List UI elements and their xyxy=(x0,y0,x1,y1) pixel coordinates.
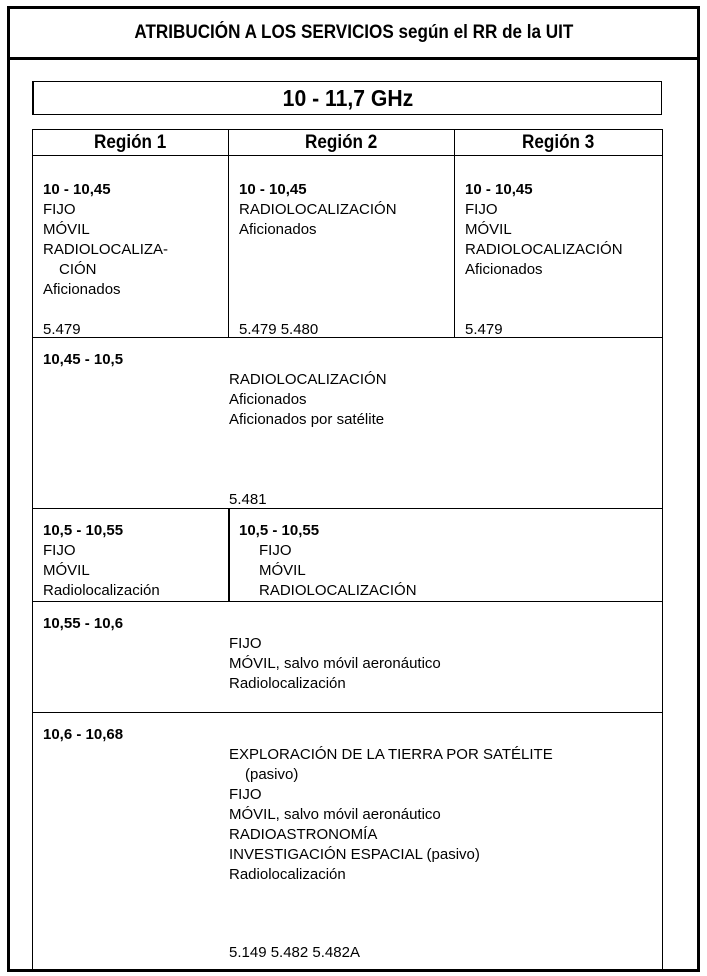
service-line: Aficionados xyxy=(465,261,543,278)
band-label: 10 - 10,45 xyxy=(239,181,307,198)
service-line: Aficionados xyxy=(43,281,121,298)
service-line: CIÓN xyxy=(59,261,97,278)
service-line: FIJO xyxy=(43,201,76,218)
cell-r1-region2 xyxy=(228,155,455,338)
service-line: MÓVIL xyxy=(259,562,306,579)
footnotes: 5.149 5.482 5.482A xyxy=(229,944,360,961)
service-line: Aficionados xyxy=(229,391,307,408)
cell-r4-all-regions xyxy=(32,601,663,713)
service-line: MÓVIL, salvo móvil aeronáutico xyxy=(229,655,441,672)
service-line: Aficionados xyxy=(239,221,317,238)
service-line: MÓVIL, salvo móvil aeronáutico xyxy=(229,806,441,823)
cell-r1-region1 xyxy=(32,155,229,338)
service-line: RADIOLOCALIZACIÓN xyxy=(259,582,417,599)
service-line: FIJO xyxy=(465,201,498,218)
service-line: RADIOLOCALIZACIÓN xyxy=(229,371,387,388)
service-line: RADIOLOCALIZACIÓN xyxy=(239,201,397,218)
service-line: MÓVIL xyxy=(465,221,512,238)
service-line: MÓVIL xyxy=(43,221,90,238)
cell-r5-all-regions xyxy=(32,712,663,970)
footnotes: 5.479 xyxy=(43,321,81,338)
band-label: 10 - 10,45 xyxy=(465,181,533,198)
band-label: 10,5 - 10,55 xyxy=(239,522,320,539)
service-line: RADIOLOCALIZACIÓN xyxy=(465,241,623,258)
service-line: MÓVIL xyxy=(43,562,90,579)
footnotes: 5.479 xyxy=(465,321,503,338)
footnotes: 5.481 xyxy=(229,491,267,508)
header-region-2: Región 2 xyxy=(228,129,455,156)
frequency-band-title: 10 - 11,7 GHz xyxy=(32,81,662,115)
header-region-1: Región 1 xyxy=(32,129,229,156)
page-title: ATRIBUCIÓN A LOS SERVICIOS según el RR de la UIT xyxy=(10,9,697,60)
band-label: 10,45 - 10,5 xyxy=(43,351,124,368)
band-label: 10 - 10,45 xyxy=(43,181,111,198)
band-label: 10,6 - 10,68 xyxy=(43,726,124,743)
service-line: INVESTIGACIÓN ESPACIAL (pasivo) xyxy=(229,846,480,863)
service-line: FIJO xyxy=(229,635,262,652)
service-line: (pasivo) xyxy=(245,766,299,783)
band-label: 10,5 - 10,55 xyxy=(43,522,124,539)
service-line: FIJO xyxy=(259,542,292,559)
footnotes: 5.479 5.480 xyxy=(239,321,319,338)
service-line: FIJO xyxy=(229,786,262,803)
service-line: Radiolocalización xyxy=(229,866,346,883)
service-line: FIJO xyxy=(43,542,76,559)
cell-r3-region1 xyxy=(32,508,229,602)
service-line: Aficionados por satélite xyxy=(229,411,385,428)
service-line: RADIOASTRONOMÍA xyxy=(229,826,378,843)
cell-r1-region3 xyxy=(454,155,663,338)
cell-r2-all-regions xyxy=(32,337,663,509)
service-line: Radiolocalización xyxy=(229,675,346,692)
band-label: 10,55 - 10,6 xyxy=(43,615,124,632)
header-region-3: Región 3 xyxy=(454,129,663,156)
cell-r3-region2-3 xyxy=(228,508,663,602)
service-line: Radiolocalización xyxy=(43,582,160,599)
service-line: EXPLORACIÓN DE LA TIERRA POR SATÉLITE xyxy=(229,746,553,763)
document-frame xyxy=(7,6,700,972)
service-line: RADIOLOCALIZA- xyxy=(43,241,169,258)
